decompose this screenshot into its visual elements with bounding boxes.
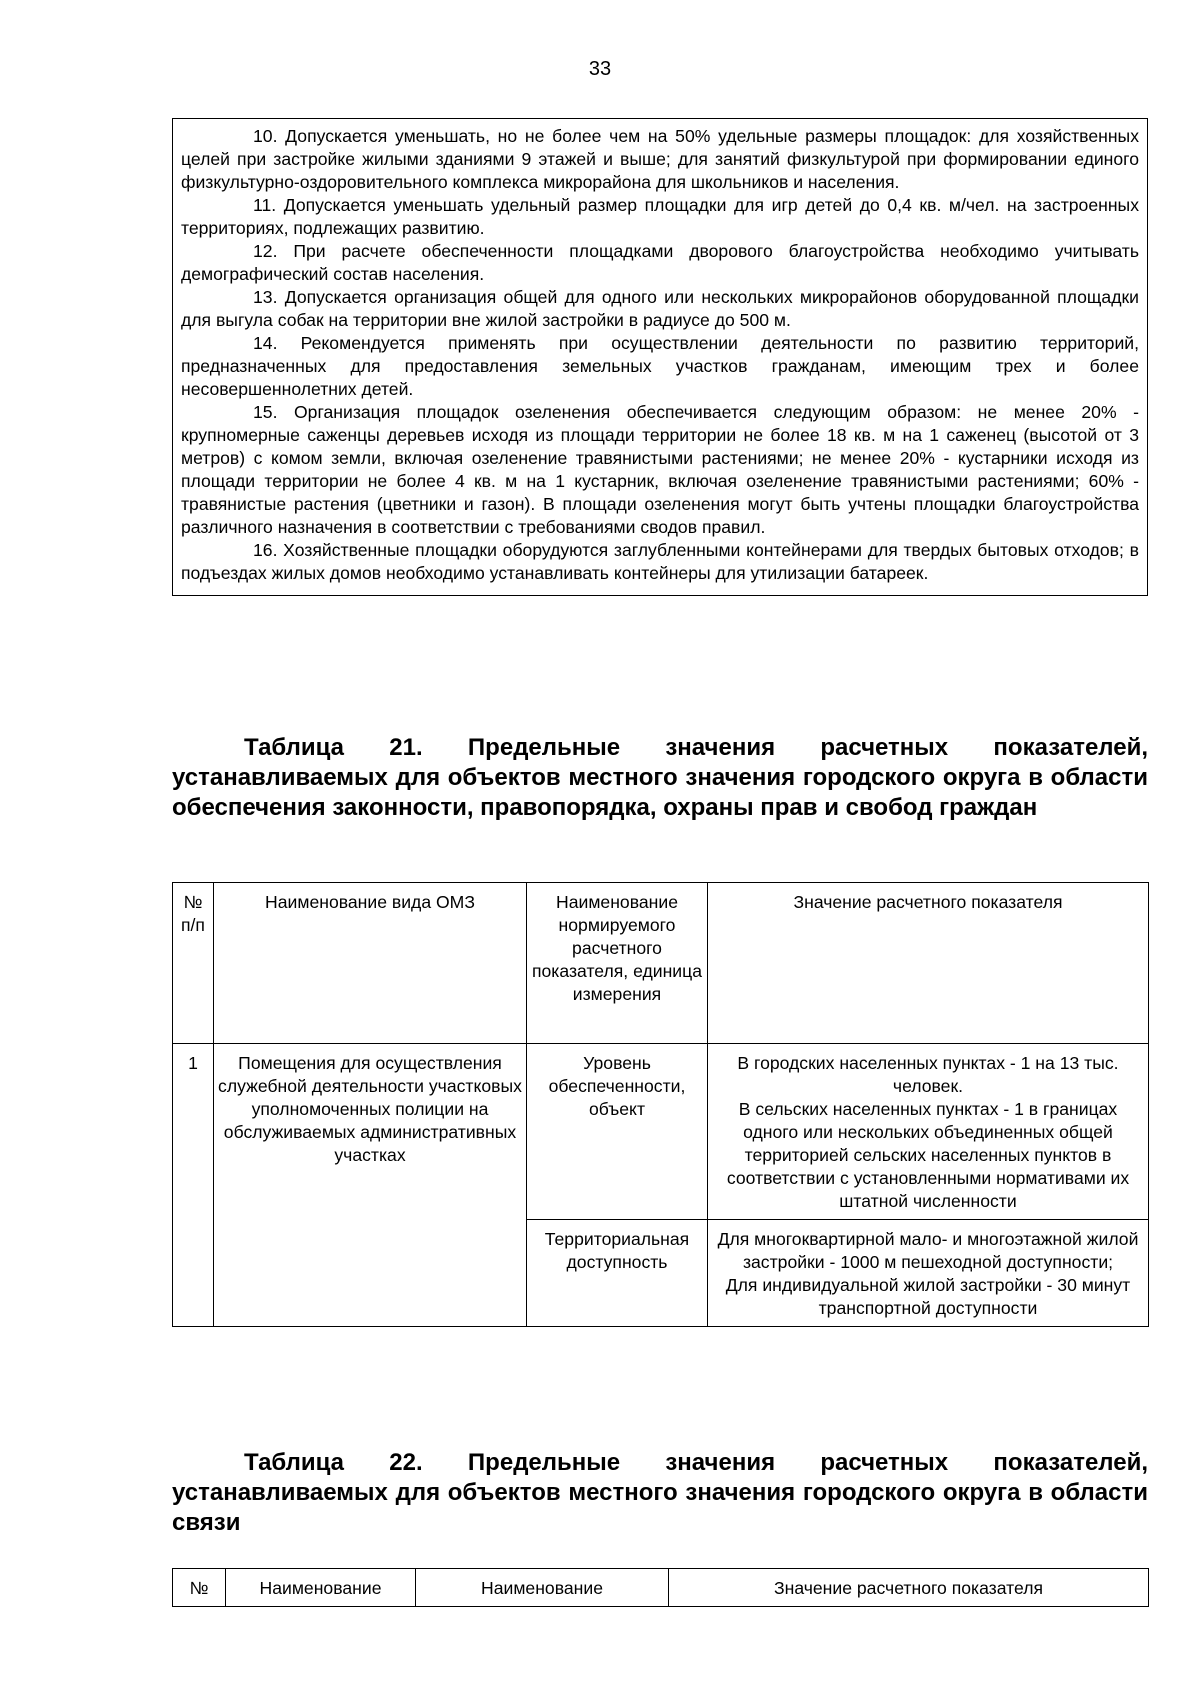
page-number: 33 [588, 58, 612, 80]
header-num: № п/п [173, 883, 214, 1044]
note-item: 10. Допускается уменьшать, но не более чем на 50% удельные размеры площадок: для хозяйственных целей при застройке жилыми зданиями 9 этажей и выше; для занятий физкультурой при формировании единого физкультурно-оздоровительного комплекса микрорайона для школьников и населения. [181, 126, 1139, 192]
table-21 [172, 882, 1149, 1327]
note-item: 16. Хозяйственные площадки оборудуются заглубленными контейнерами для твердых бытовых отходов; в подъездах жилых домов необходимо устанавливать контейнеры для утилизации батареек. [181, 540, 1139, 583]
table-row [173, 1044, 1149, 1220]
notes-box [172, 118, 1148, 596]
table-22-title: Таблица 22. Предельные значения расчетных показателей, устанавливаемых для объектов местного значения городского округа в области связи [172, 1449, 1148, 1536]
header-indicator: Наименование нормируемого расчетного показателя, единица измерения [527, 883, 708, 1044]
note-item: 14. Рекомендуется применять при осуществлении деятельности по развитию территорий, предназначенных для предоставления земельных участков гражданам, имеющим трех и более несовершеннолетних детей. [181, 333, 1139, 399]
row-value [708, 1220, 1149, 1327]
table-header-row [173, 883, 1149, 1044]
header-value: Значение расчетного показателя [669, 1569, 1149, 1607]
row-indicator: Территориальная доступность [527, 1220, 708, 1327]
header-name: Наименование вида ОМЗ [214, 883, 527, 1044]
note-item: 13. Допускается организация общей для одного или нескольких микрорайонов оборудованной площадки для выгула собак на территории вне жилой застройки в радиусе до 500 м. [181, 287, 1139, 330]
table-21-title: Таблица 21. Предельные значения расчетных показателей, устанавливаемых для объектов местного значения городского округа в области обеспечения законности, правопорядка, охраны прав и свобод граждан [172, 734, 1148, 821]
header-value: Значение расчетного показателя [708, 883, 1149, 1044]
header-num: № [173, 1569, 226, 1607]
header-name: Наименование [226, 1569, 416, 1607]
note-item: 12. При расчете обеспеченности площадками дворового благоустройства необходимо учитывать демографический состав населения. [181, 241, 1139, 284]
value-line: Для индивидуальной жилой застройки - 30 минут транспортной доступности [725, 1275, 1131, 1318]
table-header-row [173, 1569, 1149, 1607]
note-item: 15. Организация площадок озеленения обеспечивается следующим образом: не менее 20% - крупномерные саженцы деревьев исходя из площади территории не более 18 кв. м на 1 саженец (высотой от 3 метров) с комом земли, включая озеленение травянистыми растениями; не менее 20% - кустарники исходя из площади территории не более 4 кв. м на 1 кустарник, включая озеленение травянистыми растениями; 60% - травянистые растения (цветники и газон). В площади озеленения могут быть учтены площадки благоустройства различного назначения в соответствии с требованиями сводов правил. [181, 402, 1139, 537]
value-line: В сельских населенных пунктах - 1 в границах одного или нескольких объединенных общей территорией сельских населенных пунктов в соответствии с установленными нормативами их штатной численности [726, 1099, 1130, 1211]
row-num: 1 [173, 1044, 214, 1327]
table-22 [172, 1568, 1149, 1607]
value-line: В городских населенных пунктах - 1 на 13 тыс. человек. [737, 1053, 1119, 1096]
row-value [708, 1044, 1149, 1220]
note-item: 11. Допускается уменьшать удельный размер площадки для игр детей до 0,4 кв. м/чел. на застроенных территориях, подлежащих развитию. [181, 195, 1139, 238]
row-name: Помещения для осуществления служебной деятельности участковых уполномоченных полиции на обслуживаемых административных участках [214, 1044, 527, 1327]
row-indicator: Уровень обеспеченности, объект [527, 1044, 708, 1220]
header-indicator: Наименование [416, 1569, 669, 1607]
value-line: Для многоквартирной мало- и многоэтажной жилой застройки - 1000 м пешеходной доступности; [717, 1229, 1139, 1272]
